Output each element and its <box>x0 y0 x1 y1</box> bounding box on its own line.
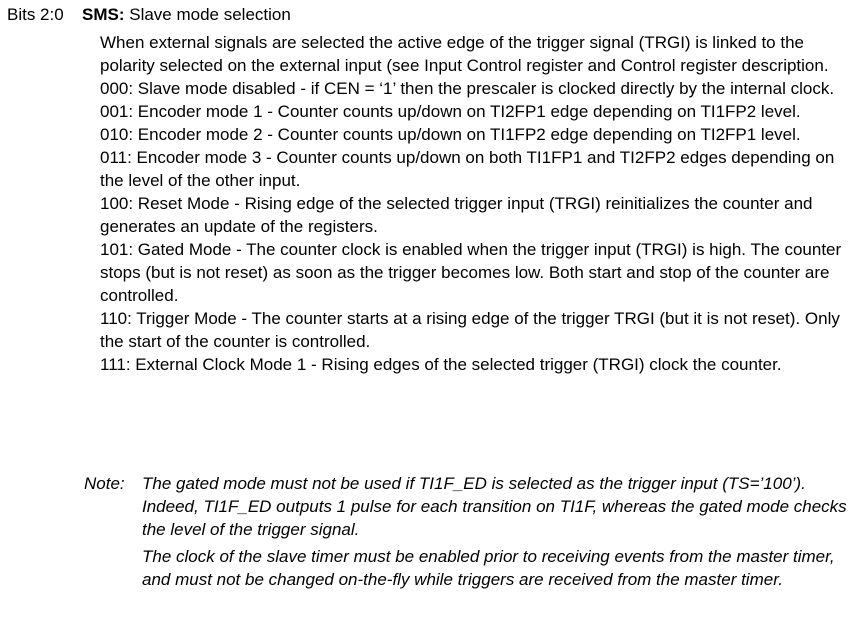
note-paragraph-slave-clock: The clock of the slave timer must be enabled prior to receiving events from the master timer, and must not be changed on-the-fly while triggers are received from the master timer. <box>142 547 835 589</box>
mode-010: 010: Encoder mode 2 - Counter counts up/down on TI1FP2 edge depending on TI2FP1 level. <box>100 125 801 144</box>
field-title: Slave mode selection <box>129 5 291 24</box>
mode-001: 001: Encoder mode 1 - Counter counts up/down on TI2FP1 edge depending on TI1FP2 level. <box>100 102 801 121</box>
field-description <box>100 31 857 376</box>
description-intro: When external signals are selected the active edge of the trigger signal (TRGI) is linked to the polarity selected on the external input (see Input Control register and Control register description. <box>100 33 829 75</box>
mode-110: 110: Trigger Mode - The counter starts at a rising edge of the trigger TRGI (but it is not reset). Only the start of the counter is controlled. <box>100 309 840 351</box>
mode-000: 000: Slave mode disabled - if CEN = ‘1’ then the prescaler is clocked directly by the internal clock. <box>100 79 835 98</box>
mode-111: 111: External Clock Mode 1 - Rising edges of the selected trigger (TRGI) clock the counter. <box>100 355 782 374</box>
mode-100: 100: Reset Mode - Rising edge of the selected trigger input (TRGI) reinitializes the counter and generates an update of the registers. <box>100 194 813 236</box>
note-label: Note: <box>84 474 125 493</box>
note-paragraph-gated-mode: The gated mode must not be used if TI1F_ED is selected as the trigger input (TS=’100’). Indeed, TI1F_ED outputs 1 pulse for each transition on TI1F, whereas the gated mode checks the level of the trigger signal. <box>142 474 847 539</box>
note-body <box>142 472 857 591</box>
mode-101: 101: Gated Mode - The counter clock is enabled when the trigger input (TRGI) is high. The counter stops (but is not reset) as soon as the trigger becomes low. Both start and stop of the counter are controlled. <box>100 240 842 305</box>
bit-range: Bits 2:0 <box>7 5 64 24</box>
field-name: SMS: <box>82 5 125 24</box>
mode-011: 011: Encoder mode 3 - Counter counts up/down on both TI1FP1 and TI2FP2 edges depending on the level of the other input. <box>100 148 835 190</box>
register-field-header <box>7 3 857 26</box>
